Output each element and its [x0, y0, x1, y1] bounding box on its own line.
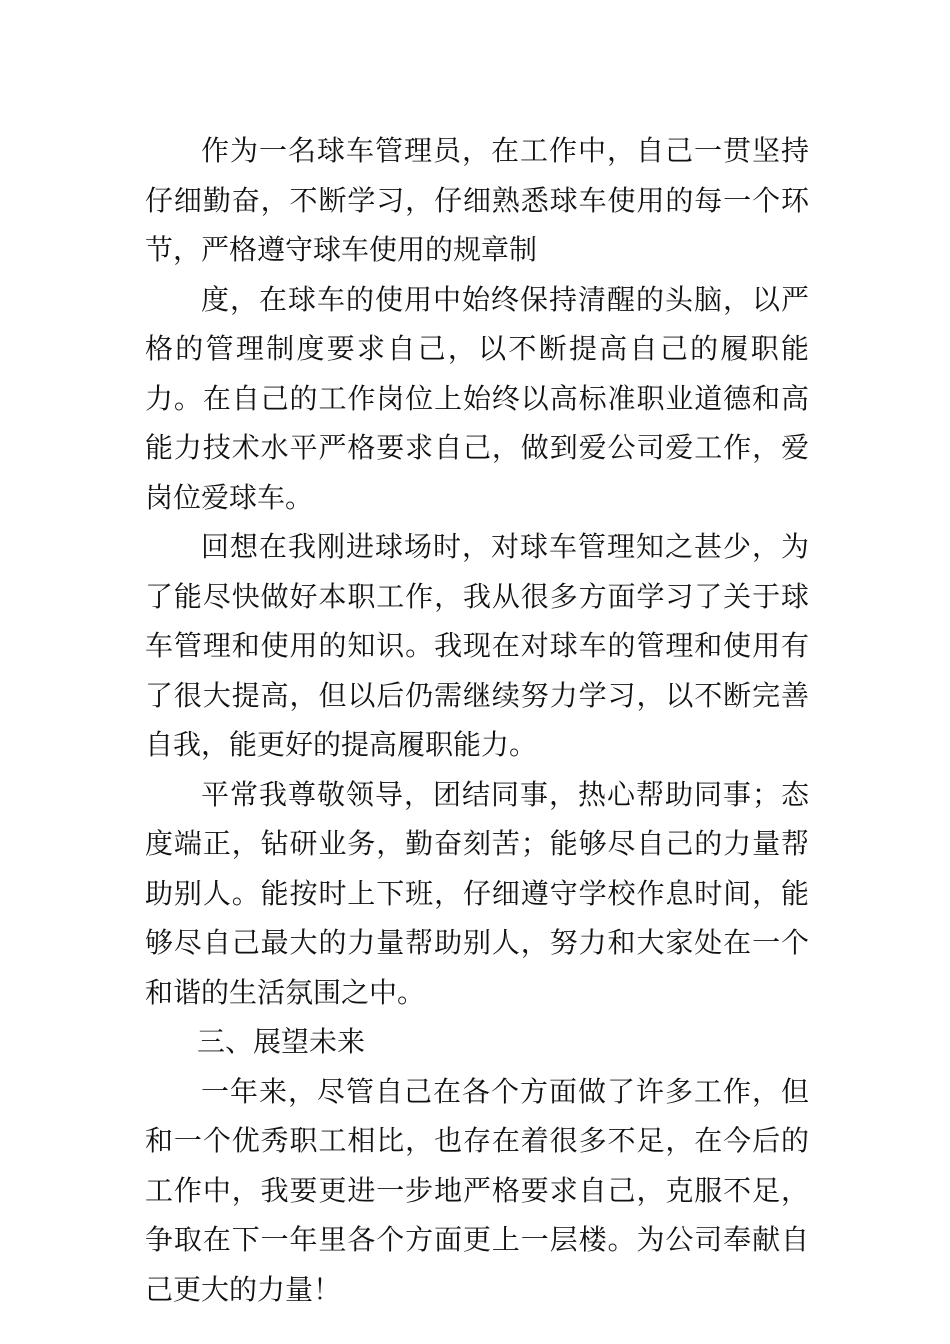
document-body [145, 126, 809, 1314]
paragraph-2: 度，在球车的使用中始终保持清醒的头脑，以严格的管理制度要求自己，以不断提高自己的履职能力。在自己的工作岗位上始终以高标准职业道德和高能力技术水平严格要求自己，做到爱公司爱工作，爱岗位爱球车。 [145, 282, 809, 514]
paragraph-3: 回想在我刚进球场时，对球车管理知之甚少，为了能尽快做好本职工作，我从很多方面学习了关于球车管理和使用的知识。我现在对球车的管理和使用有了很大提高，但以后仍需继续努力学习，以不断完善自我，能更好的提高履职能力。 [145, 530, 809, 761]
paragraph-1: 作为一名球车管理员，在工作中，自己一贯坚持仔细勤奋，不断学习，仔细熟悉球车使用的每一个环节，严格遵守球车使用的规章制 [145, 134, 809, 266]
paragraph-4: 平常我尊敬领导，团结同事，热心帮助同事；态度端正，钻研业务，勤奋刻苦；能够尽自己的力量帮助别人。能按时上下班，仔细遵守学校作息时间，能够尽自己最大的力量帮助别人，努力和大家处在一个和谐的生活氛围之中。 [145, 777, 809, 1009]
section-heading: 三、展望未来 [197, 1025, 366, 1058]
closing-paragraph: 一年来，尽管自己在各个方面做了许多工作，但和一个优秀职工相比，也存在着很多不足，在今后的工作中，我要更进一步地严格要求自己，克服不足，争取在下一年里各个方面更上一层楼。为公司奉献自己更大的力量！ [145, 1074, 809, 1306]
